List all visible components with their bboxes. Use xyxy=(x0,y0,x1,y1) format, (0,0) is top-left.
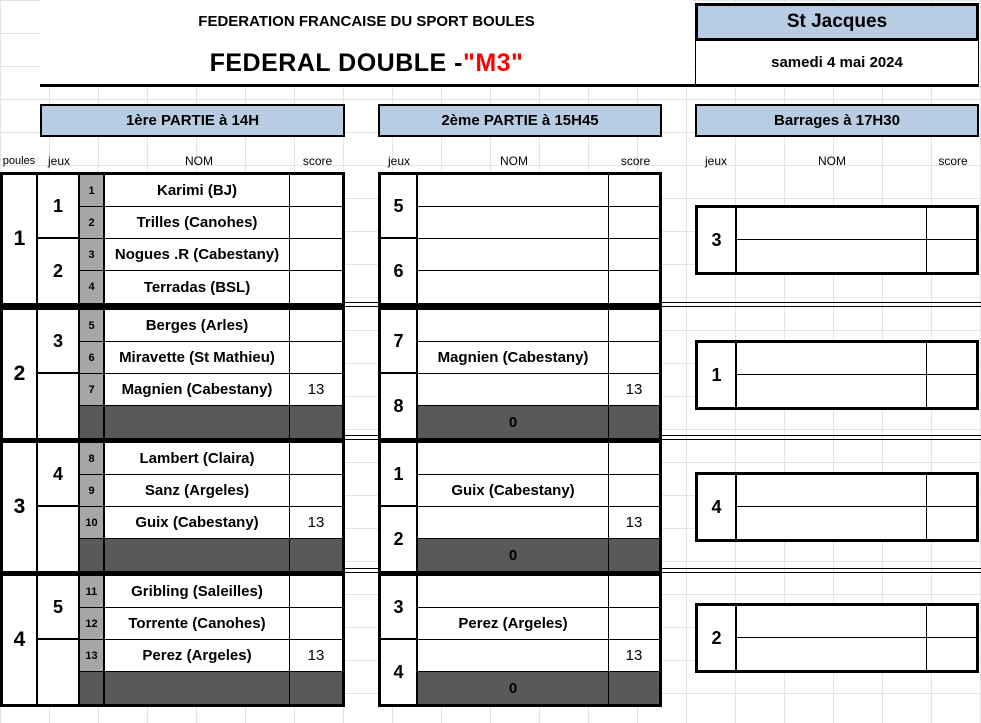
jeux-cell[interactable]: 3 xyxy=(38,310,80,374)
partie2-block-3 xyxy=(378,440,662,574)
score-cell[interactable] xyxy=(927,507,976,539)
name-cell[interactable] xyxy=(418,271,609,303)
poule-block-2 xyxy=(0,307,345,441)
name-cell[interactable]: Magnien (Cabestany) xyxy=(418,342,609,374)
score-cell[interactable] xyxy=(927,240,976,272)
header-rule xyxy=(40,84,979,87)
score-cell[interactable] xyxy=(290,175,342,207)
event-division: "M3" xyxy=(462,48,524,77)
name-cell[interactable] xyxy=(737,240,927,272)
col-header-score-1: score xyxy=(302,154,333,168)
score-cell[interactable] xyxy=(609,175,659,207)
col-header-jeux-2: jeux xyxy=(387,154,410,168)
score-cell[interactable] xyxy=(290,239,342,271)
name-cell[interactable] xyxy=(418,443,609,475)
name-cell[interactable]: Gribling (Saleilles) xyxy=(105,576,290,608)
name-cell[interactable]: Lambert (Claira) xyxy=(105,443,290,475)
jeux-cell[interactable]: 7 xyxy=(381,310,418,374)
col-header-nom-2: NOM xyxy=(500,154,528,168)
name-cell[interactable] xyxy=(105,672,290,704)
poule-cell[interactable]: 2 xyxy=(3,310,38,438)
name-cell[interactable] xyxy=(737,343,927,375)
jeux-cell[interactable]: 3 xyxy=(381,576,418,640)
name-cell[interactable] xyxy=(418,207,609,239)
name-cell[interactable]: 0 xyxy=(418,672,609,704)
score-cell[interactable] xyxy=(290,207,342,239)
team-num-cell[interactable]: 3 xyxy=(80,239,105,271)
name-cell[interactable]: Perez (Argeles) xyxy=(418,608,609,640)
jeux-cell[interactable]: 6 xyxy=(381,239,418,303)
name-cell[interactable] xyxy=(105,539,290,571)
name-cell[interactable]: Sanz (Argeles) xyxy=(105,475,290,507)
name-cell[interactable] xyxy=(737,606,927,638)
score-cell[interactable]: 13 xyxy=(290,374,342,406)
col-header-poules: poules xyxy=(2,155,36,167)
col-header-jeux-1: jeux xyxy=(47,154,70,168)
name-cell[interactable] xyxy=(737,208,927,240)
col-header-jeux-3: jeux xyxy=(704,154,727,168)
name-cell[interactable] xyxy=(737,507,927,539)
name-cell[interactable]: Nogues .R (Cabestany) xyxy=(105,239,290,271)
jeux-cell[interactable]: 4 xyxy=(38,443,80,507)
team-num-cell[interactable]: 12 xyxy=(80,608,105,640)
score-cell[interactable] xyxy=(609,576,659,608)
score-cell[interactable] xyxy=(609,310,659,342)
score-cell[interactable] xyxy=(927,343,976,375)
jeux-cell[interactable] xyxy=(38,640,80,704)
score-cell[interactable] xyxy=(290,342,342,374)
team-num-cell[interactable]: 13 xyxy=(80,640,105,672)
jeux-cell[interactable]: 1 xyxy=(381,443,418,507)
jeux-cell[interactable]: 5 xyxy=(38,576,80,640)
partie2-block-2 xyxy=(378,307,662,441)
team-num-cell[interactable]: 1 xyxy=(80,175,105,207)
col-header-nom-1: NOM xyxy=(185,154,213,168)
name-cell[interactable]: Karimi (BJ) xyxy=(105,175,290,207)
name-cell[interactable] xyxy=(418,507,609,539)
name-cell[interactable] xyxy=(418,374,609,406)
venue-box: St Jacques xyxy=(695,3,979,41)
jeux-cell[interactable]: 1 xyxy=(38,175,80,239)
score-cell[interactable] xyxy=(927,375,976,407)
jeux-cell[interactable]: 2 xyxy=(381,507,418,571)
score-cell[interactable] xyxy=(609,271,659,303)
score-cell[interactable]: 13 xyxy=(290,640,342,672)
jeux-cell[interactable]: 5 xyxy=(381,175,418,239)
score-cell[interactable] xyxy=(290,406,342,438)
score-cell[interactable] xyxy=(609,539,659,571)
score-cell[interactable] xyxy=(290,608,342,640)
section-header-partie1: 1ère PARTIE à 14H xyxy=(40,104,345,137)
score-cell[interactable] xyxy=(609,443,659,475)
score-cell[interactable] xyxy=(927,606,976,638)
name-cell[interactable] xyxy=(418,239,609,271)
team-num-cell[interactable] xyxy=(80,406,105,438)
name-cell[interactable]: Guix (Cabestany) xyxy=(105,507,290,539)
name-cell[interactable]: Miravette (St Mathieu) xyxy=(105,342,290,374)
section-header-barrages: Barrages à 17H30 xyxy=(695,104,979,137)
jeux-cell[interactable] xyxy=(38,374,80,438)
event-title xyxy=(40,44,693,82)
name-cell[interactable] xyxy=(418,640,609,672)
poule-block-4 xyxy=(0,573,345,707)
barrage-block-2 xyxy=(695,340,979,410)
score-cell[interactable] xyxy=(290,443,342,475)
poule-cell[interactable]: 1 xyxy=(3,175,38,303)
jeux-cell[interactable]: 4 xyxy=(381,640,418,704)
name-cell[interactable]: Torrente (Canohes) xyxy=(105,608,290,640)
barrage-block-4 xyxy=(695,603,979,673)
name-cell[interactable]: Magnien (Cabestany) xyxy=(105,374,290,406)
team-num-cell[interactable]: 4 xyxy=(80,271,105,303)
name-cell[interactable] xyxy=(737,375,927,407)
team-num-cell[interactable]: 11 xyxy=(80,576,105,608)
name-cell[interactable] xyxy=(105,406,290,438)
jeux-cell[interactable]: 2 xyxy=(698,606,737,670)
jeux-cell[interactable]: 4 xyxy=(698,475,737,539)
name-cell[interactable] xyxy=(737,475,927,507)
score-cell[interactable] xyxy=(927,208,976,240)
name-cell[interactable] xyxy=(418,576,609,608)
team-num-cell[interactable] xyxy=(80,539,105,571)
jeux-cell[interactable] xyxy=(38,507,80,571)
barrage-block-1 xyxy=(695,205,979,275)
team-num-cell[interactable]: 10 xyxy=(80,507,105,539)
partie2-block-4 xyxy=(378,573,662,707)
score-cell[interactable] xyxy=(609,207,659,239)
team-num-cell[interactable]: 6 xyxy=(80,342,105,374)
score-cell[interactable]: 13 xyxy=(609,640,659,672)
name-cell[interactable]: Perez (Argeles) xyxy=(105,640,290,672)
score-cell[interactable] xyxy=(609,406,659,438)
jeux-cell[interactable]: 8 xyxy=(381,374,418,438)
score-cell[interactable] xyxy=(609,475,659,507)
score-cell[interactable] xyxy=(290,672,342,704)
team-num-cell[interactable] xyxy=(80,672,105,704)
team-num-cell[interactable]: 8 xyxy=(80,443,105,475)
score-cell[interactable] xyxy=(290,539,342,571)
team-num-cell[interactable]: 5 xyxy=(80,310,105,342)
partie2-block-1 xyxy=(378,172,662,306)
score-cell[interactable] xyxy=(290,271,342,303)
team-num-cell[interactable]: 7 xyxy=(80,374,105,406)
event-name: FEDERAL DOUBLE - xyxy=(209,48,463,77)
jeux-cell[interactable]: 2 xyxy=(38,239,80,303)
poule-cell[interactable]: 3 xyxy=(3,443,38,571)
name-cell[interactable]: Guix (Cabestany) xyxy=(418,475,609,507)
team-num-cell[interactable]: 2 xyxy=(80,207,105,239)
score-cell[interactable] xyxy=(290,475,342,507)
name-cell[interactable]: Berges (Arles) xyxy=(105,310,290,342)
poule-block-3 xyxy=(0,440,345,574)
date-cell: samedi 4 mai 2024 xyxy=(695,41,979,84)
name-cell[interactable] xyxy=(418,175,609,207)
name-cell[interactable]: Trilles (Canohes) xyxy=(105,207,290,239)
score-cell[interactable]: 13 xyxy=(609,507,659,539)
team-num-cell[interactable]: 9 xyxy=(80,475,105,507)
barrage-block-3 xyxy=(695,472,979,542)
section-header-partie2: 2ème PARTIE à 15H45 xyxy=(378,104,662,137)
score-cell[interactable]: 13 xyxy=(609,374,659,406)
federation-title: FEDERATION FRANCAISE DU SPORT BOULES xyxy=(198,12,535,30)
name-cell[interactable]: 0 xyxy=(418,539,609,571)
score-cell[interactable] xyxy=(609,672,659,704)
score-cell[interactable] xyxy=(927,638,976,670)
score-cell[interactable]: 13 xyxy=(290,507,342,539)
score-cell[interactable] xyxy=(609,239,659,271)
col-header-score-3: score xyxy=(938,154,968,168)
name-cell[interactable] xyxy=(418,310,609,342)
poule-block-1 xyxy=(0,172,345,306)
col-header-score-2: score xyxy=(620,154,651,168)
poule-cell[interactable]: 4 xyxy=(3,576,38,704)
name-cell[interactable]: Terradas (BSL) xyxy=(105,271,290,303)
score-cell[interactable] xyxy=(290,576,342,608)
name-cell[interactable]: 0 xyxy=(418,406,609,438)
score-cell[interactable] xyxy=(609,608,659,640)
name-cell[interactable] xyxy=(737,638,927,670)
score-cell[interactable] xyxy=(927,475,976,507)
jeux-cell[interactable]: 3 xyxy=(698,208,737,272)
col-header-nom-3: NOM xyxy=(818,154,846,168)
score-cell[interactable] xyxy=(609,342,659,374)
jeux-cell[interactable]: 1 xyxy=(698,343,737,407)
score-cell[interactable] xyxy=(290,310,342,342)
